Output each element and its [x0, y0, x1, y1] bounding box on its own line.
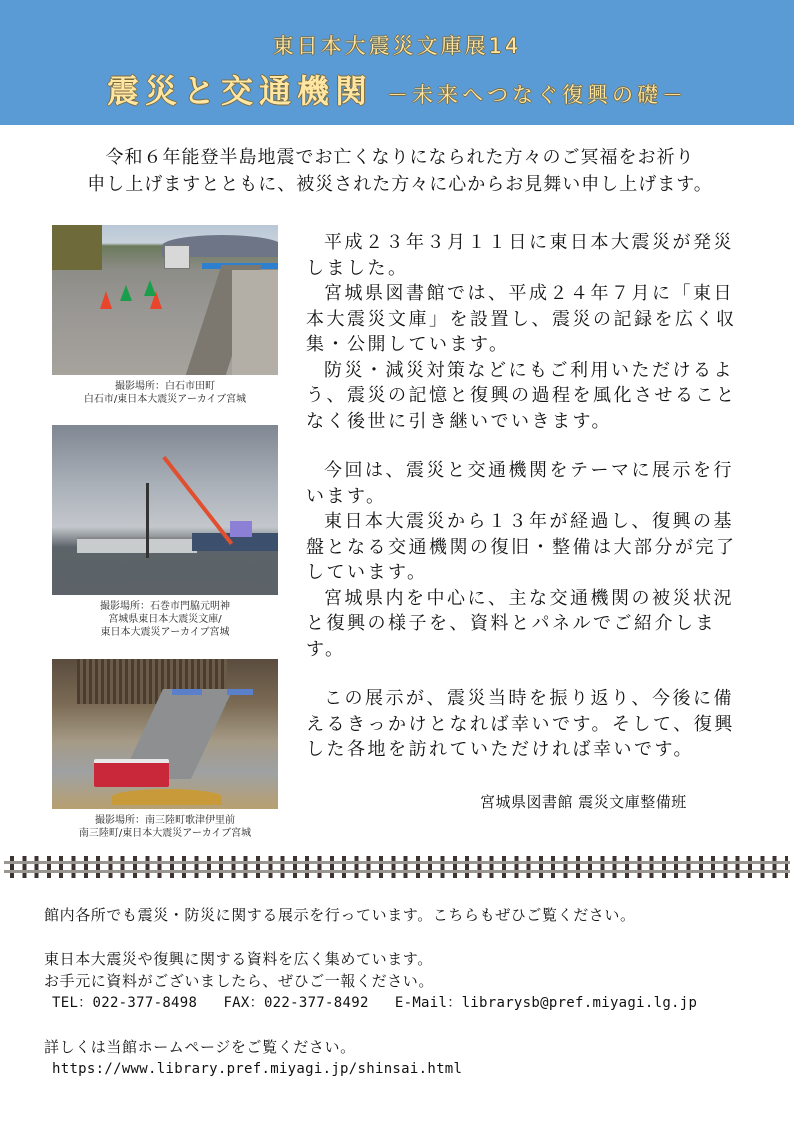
photo-crane-bridge [52, 425, 278, 595]
body-paragraph: 今回は、震災と交通機関をテーマに展示を行います。 [306, 460, 734, 507]
donation-request: 東日本大震災や復興に関する資料を広く集めています。 お手元に資料がございましたら、ぜひご一報ください。 TEL：022-377-8498 FAX：022-377-8492 E-Mail：librarysb@pref.miyagi.lg.jp [44, 948, 764, 1014]
photo-caption: 撮影場所：石巻市門脇元明神 宮城県東日本大震災文庫/ 東日本大震災アーカイブ宮城 [100, 601, 230, 638]
header-banner [0, 0, 794, 125]
photo-figure-shiroishi [52, 225, 278, 406]
body-paragraph: 東日本大震災から１３年が経過し、復興の基盤となる交通機関の復旧・整備は大部分が完了しています。 [306, 511, 737, 583]
photo-figure-ishinomaki [52, 425, 278, 639]
condolence-line: 申し上げますとともに、被災された方々に心からお見舞い申し上げます。 [87, 174, 713, 195]
condolence-message [40, 144, 760, 198]
series-title: 東日本大震災文庫展14 [272, 34, 522, 58]
fax-number: 022-377-8492 [263, 995, 369, 1011]
tel-number[interactable]: 022-377-8498 [92, 995, 198, 1011]
email-label: E-Mail： [394, 995, 462, 1011]
photo-caption: 撮影場所：南三陸町歌津伊里前 南三陸町/東日本大震災アーカイブ宮城 [78, 815, 252, 839]
body-section-closing [306, 686, 738, 763]
photo-caption: 撮影場所：白石市田町 白石市/東日本大震災アーカイブ宮城 [83, 381, 247, 405]
exhibition-title [0, 66, 794, 112]
body-section-theme [306, 458, 738, 662]
body-paragraph: 防災・減災対策などにもご利用いただけるよう、震災の記憶と復興の過程を風化させることなく後世に引き継いでいきます。 [306, 359, 737, 432]
body-paragraph: 平成２３年３月１１日に東日本大震災が発災しました。 [306, 232, 734, 279]
tel-label: TEL： [52, 995, 93, 1011]
fax-label: FAX： [223, 995, 264, 1011]
main-title: 震災と交通機関 [106, 72, 373, 110]
homepage-link[interactable]: https://www.library.pref.miyagi.jp/shinsai.html [52, 1061, 463, 1077]
photo-figure-minamisanriku [52, 659, 278, 840]
body-paragraph: 宮城県図書館では、平成２４年７月に「東日本大震災文庫」を設置し、震災の記録を広く収集・公開しています。 [306, 283, 737, 355]
exhibit-notice: 館内各所でも震災・防災に関する展示を行っています。こちらもぜひご覧ください。 [44, 906, 636, 924]
subtitle: －未来へつなぐ復興の礎－ [387, 83, 687, 107]
photo-damaged-road [52, 225, 278, 375]
railway-track-divider [4, 856, 790, 878]
photo-brt-station [52, 659, 278, 809]
homepage-info: 詳しくは当館ホームページをご覧ください。 https://www.library.pref.miyagi.jp/shinsai.html [44, 1036, 764, 1080]
signature: 宮城県図書館 震災文庫整備班 [480, 793, 687, 811]
condolence-line: 令和６年能登半島地震でお亡くなりになられた方々のご冥福をお祈り [105, 147, 695, 168]
contact-line [44, 992, 764, 1014]
email-link[interactable]: librarysb@pref.miyagi.lg.jp [461, 995, 698, 1011]
body-paragraph: 宮城県内を中心に、主な交通機関の被災状況と復興の様子を、資料とパネルでご紹介します。 [306, 587, 734, 660]
body-paragraph: この展示が、震災当時を振り返り、今後に備えるきっかけとなれば幸いです。そして、復興した各地を訪れていただければ幸いです。 [306, 688, 735, 760]
body-section-background [306, 230, 738, 434]
